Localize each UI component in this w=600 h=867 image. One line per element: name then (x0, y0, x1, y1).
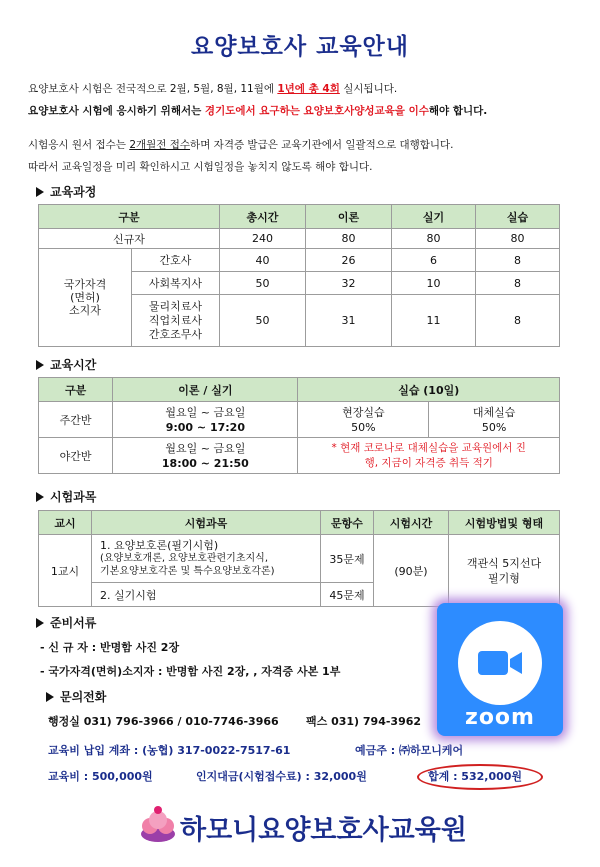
table-cell: 2. 실기시험 (92, 583, 321, 607)
holder-value: ㈜하모니케어 (398, 744, 464, 757)
table-cell: 32 (306, 272, 392, 295)
doc-value: : 반명함 사진 2장 (91, 641, 180, 654)
table-cell: 31 (306, 295, 392, 347)
table-header: 문항수 (321, 511, 374, 535)
cell-line: 간호조무사 (148, 327, 203, 341)
cell-line: 18:00 ~ 21:50 (161, 456, 249, 470)
cell-line: 50% (481, 420, 507, 434)
stamp-label: 인지대금(시험접수료) : (196, 770, 310, 783)
section-title: 교육시간 (50, 358, 97, 372)
intro-line-2 (28, 104, 487, 118)
page-title: 요양보호사 교육안내 (191, 34, 409, 60)
cell-line: 9:00 ~ 17:20 (165, 420, 245, 434)
intro-line-4: 따라서 교육일정을 미리 확인하시고 시험일정을 놓치지 않도록 해야 합니다. (28, 161, 373, 173)
cell-line: 월요일 ~ 금요일 (165, 441, 246, 455)
table-cell: 40 (220, 249, 306, 272)
intro-text: 시험응시 원서 접수는 (28, 139, 130, 151)
fee-line (48, 768, 153, 784)
table-cell: 45문제 (321, 583, 374, 607)
group-label-line: (면허) (70, 291, 100, 304)
table-header: 총시간 (220, 205, 306, 229)
section-title: 시험과목 (50, 490, 97, 504)
table-cell: 80 (392, 229, 476, 249)
table-cell: 10 (392, 272, 476, 295)
table-cell (298, 438, 560, 474)
holder-line (355, 742, 463, 758)
fee-label: 교육비 : (48, 770, 89, 783)
cell-line: 현장실습 (342, 405, 385, 419)
academy-logo-icon (138, 805, 178, 845)
intro-line-1 (28, 82, 397, 96)
cell-line: 필기형 (488, 571, 520, 585)
doc-label: - 신 규 자 (40, 641, 88, 654)
table-cell (449, 535, 560, 607)
cell-line: 직업치료사 (148, 313, 203, 327)
intro-line-3 (28, 138, 454, 152)
table-header: 시험시간 (374, 511, 449, 535)
table-row (39, 249, 560, 272)
cell-line: 기본요양보호각론 및 특수요양보호각론) (100, 566, 275, 577)
holder-label: 예금주 : (355, 744, 396, 757)
table-cell (132, 295, 220, 347)
fax-number: 팩스 031) 794-3962 (306, 715, 422, 728)
table-cell (429, 402, 560, 438)
table-header: 이론 (306, 205, 392, 229)
section-exam (36, 488, 96, 505)
intro-underline: 2개월전 접수 (129, 139, 191, 151)
table-cell: 주간반 (39, 402, 113, 438)
video-camera-icon (458, 621, 542, 705)
cell-line: 50% (351, 420, 376, 434)
cell-line: * 현재 코로나로 대체실습을 교육원에서 진 (331, 441, 526, 454)
table-cell: 간호사 (132, 249, 220, 272)
doc-line-license (40, 663, 340, 679)
table-row (39, 229, 560, 249)
group-label-line: 소지자 (69, 304, 101, 317)
table-row (39, 535, 560, 583)
table-header: 시험방법및 형태 (449, 511, 560, 535)
table-cell: 50 (220, 295, 306, 347)
triangle-icon (46, 692, 54, 702)
fee-value: 500,000원 (91, 770, 153, 783)
zoom-logo (437, 603, 563, 736)
section-title: 교육과정 (50, 185, 97, 199)
table-header: 교시 (39, 511, 92, 535)
cell-line: 월요일 ~ 금요일 (165, 405, 246, 419)
section-contact (46, 688, 106, 705)
table-cell: 80 (476, 229, 560, 249)
table-header-row (39, 511, 560, 535)
time-table (38, 377, 560, 474)
course-table (38, 204, 560, 347)
doc-value: : 반명함 사진 2장, , 자격증 사본 1부 (157, 665, 341, 678)
table-header: 구분 (39, 205, 220, 229)
triangle-icon (36, 492, 44, 502)
table-header-row (39, 205, 560, 229)
table-header: 이론 / 실기 (113, 378, 298, 402)
table-cell: 11 (392, 295, 476, 347)
table-cell: 8 (476, 249, 560, 272)
stamp-fee-line (196, 768, 367, 784)
table-cell: 신규자 (39, 229, 220, 249)
stamp-value: 32,000원 (313, 770, 367, 783)
account-line (48, 742, 290, 758)
section-title: 준비서류 (50, 616, 97, 630)
table-header: 실기 (392, 205, 476, 229)
intro-text: 요양보호사 시험은 전국적으로 2월, 5월, 8월, 11월에 (28, 83, 278, 95)
intro-text: 해야 합니다. (428, 105, 488, 117)
table-cell: 50 (220, 272, 306, 295)
table-cell (113, 402, 298, 438)
cell-line: 객관식 5지선다 (466, 556, 542, 570)
group-label (39, 249, 132, 347)
intro-highlight: 1년에 총 4회 (277, 83, 340, 95)
table-row (39, 402, 560, 438)
section-time (36, 356, 96, 373)
triangle-icon (36, 360, 44, 370)
cell-line: 행, 지금이 자격증 취득 적기 (364, 456, 493, 469)
table-header: 시험과목 (92, 511, 321, 535)
table-cell: 35문제 (321, 535, 374, 583)
table-cell: 사회복지사 (132, 272, 220, 295)
zoom-circle (458, 621, 542, 705)
table-cell: 6 (392, 249, 476, 272)
cell-line: 1. 요양보호론(필기시험) (100, 539, 219, 552)
table-header: 구분 (39, 378, 113, 402)
doc-line-new (40, 639, 179, 655)
exam-table (38, 510, 560, 607)
account-value: (농협) 317-0022-7517-61 (142, 744, 291, 757)
intro-highlight: 경기도에서 요구하는 요양보호사양성교육을 이수 (204, 105, 429, 117)
triangle-icon (36, 187, 44, 197)
intro-text: 요양보호사 시험에 응시하기 위해서는 (28, 105, 205, 117)
intro-text: 실시됩니다. (339, 83, 398, 95)
table-cell: 80 (306, 229, 392, 249)
table-cell (92, 535, 321, 583)
table-cell (298, 402, 429, 438)
table-cell: 8 (476, 272, 560, 295)
section-title: 문의전화 (60, 690, 107, 704)
table-header-row (39, 378, 560, 402)
cell-line: 대체실습 (472, 405, 516, 419)
table-cell: 26 (306, 249, 392, 272)
cell-line: 물리치료사 (148, 299, 203, 313)
table-header: 실습 (10일) (298, 378, 560, 402)
triangle-icon (36, 618, 44, 628)
table-cell: 야간반 (39, 438, 113, 474)
table-cell: 240 (220, 229, 306, 249)
section-course (36, 183, 96, 200)
account-label: 교육비 납입 계좌 : (48, 744, 139, 757)
cell-line: (요양보호개론, 요양보호관련기초지식, (100, 553, 268, 564)
table-cell: 8 (476, 295, 560, 347)
table-cell: 1교시 (39, 535, 92, 607)
table-header: 실습 (476, 205, 560, 229)
table-row (39, 438, 560, 474)
group-label-line: 국가자격 (63, 278, 107, 291)
intro-text: 하며 자격증 발급은 교육기관에서 일괄적으로 대행합니다. (190, 139, 454, 151)
table-cell: (90분) (374, 535, 449, 607)
zoom-wordmark: zoom (465, 705, 535, 730)
academy-name: 하모니요양보호사교육원 (180, 815, 467, 846)
office-phone: 행정실 031) 796-3966 / 010-7746-3966 (48, 715, 279, 728)
doc-label: - 국가자격(면허)소지자 (40, 665, 155, 678)
section-docs (36, 614, 96, 631)
total-fee: 합계 : 532,000원 (428, 770, 523, 783)
table-cell (113, 438, 298, 474)
